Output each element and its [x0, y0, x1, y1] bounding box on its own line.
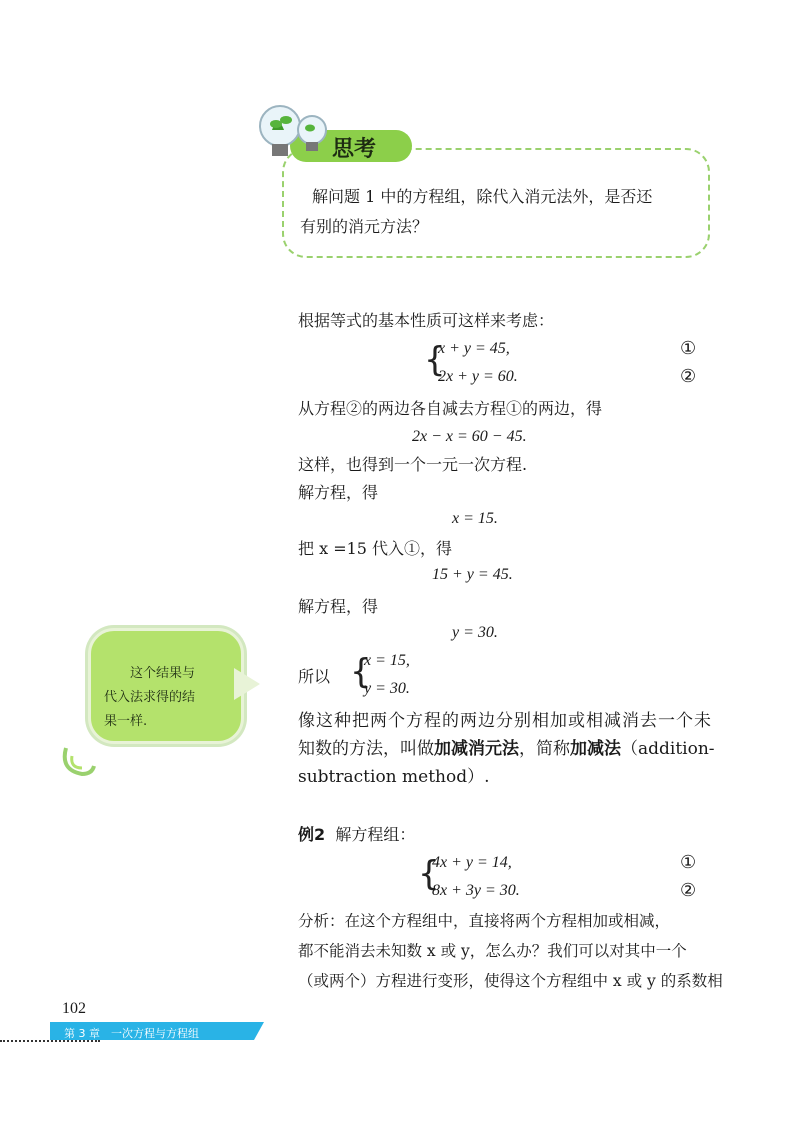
paragraph-line-3: subtraction method）.: [298, 767, 490, 787]
system1-eq1: x + y = 45,: [438, 340, 510, 357]
system-brace: {: [424, 340, 446, 380]
lightbulb-icon: [254, 100, 334, 174]
paragraph-line-2: [298, 738, 715, 760]
analysis-line-2: 都不能消去未知数 x 或 y，怎么办？我们可以对其中一个: [298, 942, 687, 960]
analysis-line-3: （或两个）方程进行变形，使得这个方程组中 x 或 y 的系数相: [298, 972, 723, 990]
eq-mark-1: ①: [680, 338, 697, 359]
system1-eq2: 2x + y = 60.: [438, 368, 518, 385]
bubble-line-3: 果一样.: [104, 714, 148, 729]
step5-text: 解方程，得: [298, 597, 379, 616]
example-eq1: 4x + y = 14,: [432, 854, 512, 871]
step1-text: 从方程②的两边各自减去方程①的两边，得: [298, 399, 603, 418]
paragraph-line-1: 像这种把两个方程的两边分别相加或相减消去一个未: [298, 711, 712, 731]
analysis-line-1: 分析：在这个方程组中，直接将两个方程相加或相减，: [298, 912, 671, 930]
bubble-line-1: 这个结果与: [130, 666, 196, 681]
swirl-icon: [58, 742, 98, 786]
example-title: 解方程组：: [335, 825, 416, 844]
eq-mark-2: ②: [680, 366, 697, 387]
result-brace: {: [350, 652, 372, 692]
example-mark-1: ①: [680, 852, 697, 873]
page-number: 102: [62, 1000, 86, 1017]
bubble-tail: [234, 668, 260, 700]
bubble-line-2: 代入法求得的结: [104, 690, 196, 705]
term-addition-elimination: 加减消元法: [434, 739, 519, 759]
example-label: 例2: [298, 825, 326, 844]
footer-dotted-line: [0, 1040, 100, 1042]
example-mark-2: ②: [680, 880, 697, 901]
step4-text: 把 x =15 代入①，得: [298, 539, 453, 558]
result-y: y = 30.: [364, 680, 410, 697]
example-row: [298, 824, 415, 846]
chapter-label: 第 3 章 一次方程与方程组: [64, 1027, 199, 1040]
step3-text: 解方程，得: [298, 483, 379, 502]
eq-x-value: x = 15.: [452, 510, 498, 527]
example-brace: {: [418, 854, 440, 894]
chapter-bar-tip: [254, 1022, 264, 1040]
step2-text: 这样，也得到一个一元一次方程.: [298, 455, 528, 474]
eq-subtraction: 2x − x = 60 − 45.: [412, 428, 527, 445]
paragraph-text-e: （addition-: [621, 739, 715, 759]
eq-y-value: y = 30.: [452, 624, 498, 641]
paragraph-text-c: ，简称: [519, 739, 570, 759]
term-addition-method: 加减法: [570, 739, 621, 759]
eq-substitute: 15 + y = 45.: [432, 566, 513, 583]
so-text: 所以: [298, 667, 331, 686]
think-title: 思考: [332, 137, 377, 162]
result-x: x = 15,: [364, 652, 410, 669]
think-line-1: 解问题 1 中的方程组，除代入消元法外，是否还: [312, 187, 653, 206]
intro-text: 根据等式的基本性质可这样来考虑：: [298, 311, 555, 330]
example-eq2: 8x + 3y = 30.: [432, 882, 520, 899]
paragraph-text-a: 知数的方法，叫做: [298, 739, 434, 759]
think-line-2: 有别的消元方法？: [300, 217, 429, 236]
